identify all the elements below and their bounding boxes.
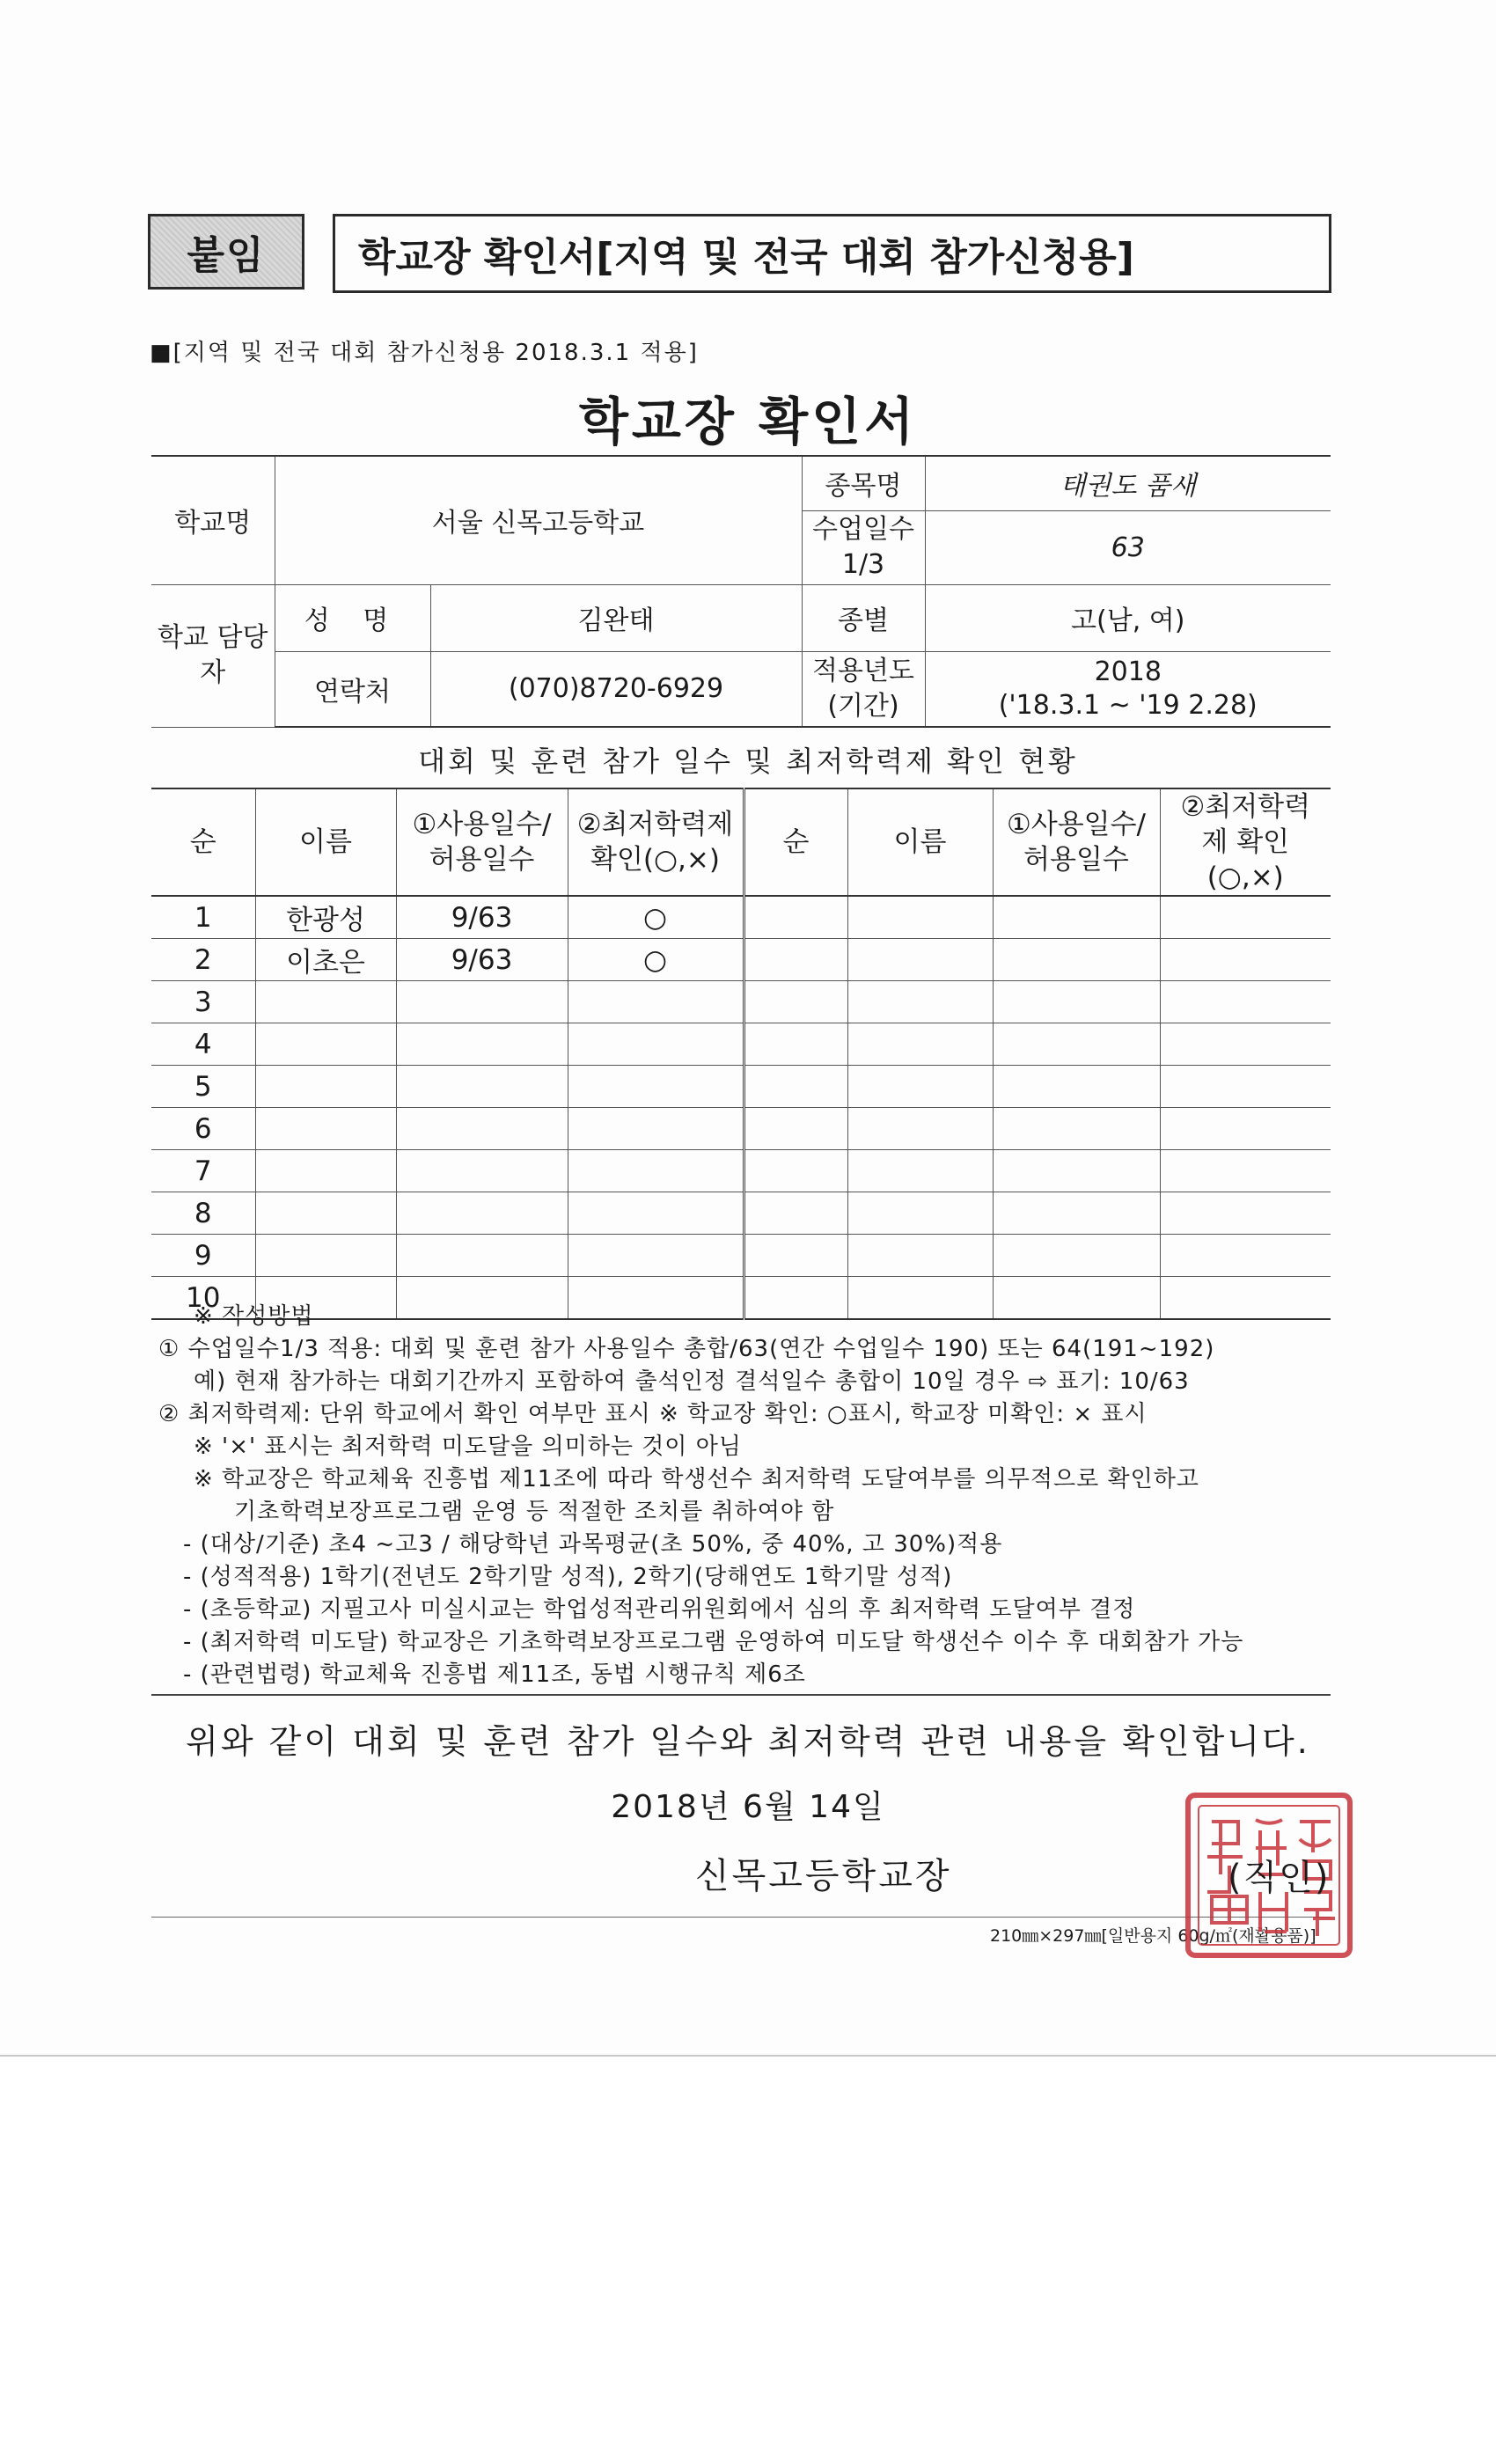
student-name-right <box>847 1150 993 1192</box>
days-used: 9/63 <box>396 896 568 939</box>
row-number-right <box>744 1235 847 1277</box>
participation-table <box>151 788 1331 1320</box>
days-used-right <box>993 1108 1160 1150</box>
principal-title: 신목고등학교장 <box>695 1856 952 1896</box>
school-name-value: 서울 신목고등학교 <box>275 456 802 584</box>
days-used <box>396 1023 568 1066</box>
days-used-right <box>993 981 1160 1023</box>
attachment-badge: 붙임 <box>148 214 304 290</box>
note-line: ② 최저학력제: 단위 학교에서 확인 여부만 표시 ※ 학교장 확인: ○표시, 학교장 미확인: × 표시 <box>158 1401 1148 1427</box>
table-row <box>151 1023 1331 1066</box>
note-line: - (관련법령) 학교체육 진흥법 제11조, 동법 시행규칙 제6조 <box>183 1661 806 1688</box>
note-line: 예) 현재 참가하는 대회기간까지 포함하여 출석인정 결석일수 총합이 10일 경우 ⇨ 표기: 10/63 <box>194 1368 1190 1395</box>
form-header-title: 학교장 확인서[지역 및 전국 대회 참가신청용] <box>333 214 1331 293</box>
row-number-right <box>744 896 847 939</box>
days-used-right <box>993 1066 1160 1108</box>
year-label: 적용년도 (기간) <box>802 651 925 727</box>
academic-check-right <box>1160 1023 1331 1066</box>
student-name <box>255 1108 396 1150</box>
academic-check-right <box>1160 1192 1331 1235</box>
document-title: 학교장 확인서 <box>578 392 918 451</box>
school-days-label: 수업일수 1/3 <box>802 510 925 584</box>
category-label: 종별 <box>802 584 925 651</box>
academic-check <box>568 1150 744 1192</box>
student-name-right <box>847 1066 993 1108</box>
issue-date: 2018년 6월 14일 <box>611 1789 885 1825</box>
year-cell <box>925 651 1331 727</box>
row-number: 7 <box>151 1150 255 1192</box>
student-name <box>255 1066 396 1108</box>
table-row <box>151 981 1331 1023</box>
academic-check <box>568 1023 744 1066</box>
row-number-right <box>744 939 847 981</box>
days-used <box>396 1066 568 1108</box>
student-name <box>255 1150 396 1192</box>
student-name <box>255 1192 396 1235</box>
year-value: 2018 <box>1094 656 1162 687</box>
table-row <box>151 1108 1331 1150</box>
contact-value: (070)8720-6929 <box>430 651 802 727</box>
row-number: 1 <box>151 896 255 939</box>
row-number-right <box>744 1150 847 1192</box>
table-row <box>151 1150 1331 1192</box>
table-row <box>151 939 1331 981</box>
days-used: 9/63 <box>396 939 568 981</box>
days-used <box>396 1150 568 1192</box>
academic-check: ○ <box>568 939 744 981</box>
col-header-no: 순 <box>151 788 255 896</box>
academic-check-right <box>1160 1108 1331 1150</box>
note-line: ① 수업일수1/3 적용: 대회 및 훈련 참가 사용일수 총합/63(연간 수업일수 190) 또는 64(191~192) <box>158 1336 1215 1362</box>
academic-check <box>568 981 744 1023</box>
divider <box>151 1694 1331 1696</box>
student-name: 한광성 <box>255 896 396 939</box>
row-number: 6 <box>151 1108 255 1150</box>
student-name-right <box>847 1192 993 1235</box>
status-section-title: 대회 및 훈련 참가 일수 및 최저학력제 확인 현황 <box>418 744 1078 778</box>
academic-check-right <box>1160 1066 1331 1108</box>
col-header-academic-right: ②최저학력제 확인(○,×) <box>1160 788 1331 896</box>
student-name <box>255 981 396 1023</box>
note-line: - (성적적용) 1학기(전년도 2학기말 성적), 2학기(당해연도 1학기말 성적) <box>183 1564 953 1590</box>
row-number: 4 <box>151 1023 255 1066</box>
row-number-right <box>744 1192 847 1235</box>
col-header-days: ①사용일수/허용일수 <box>396 788 568 896</box>
academic-check <box>568 1192 744 1235</box>
days-used-right <box>993 1150 1160 1192</box>
academic-check <box>568 1066 744 1108</box>
academic-check-right <box>1160 981 1331 1023</box>
student-name: 이초은 <box>255 939 396 981</box>
note-line: ※ 학교장은 학교체육 진흥법 제11조에 따라 학생선수 최저학력 도달여부를 의무적으로 확인하고 <box>194 1466 1199 1492</box>
days-used-right <box>993 1235 1160 1277</box>
row-number: 2 <box>151 939 255 981</box>
academic-check-right <box>1160 1150 1331 1192</box>
days-used <box>396 1108 568 1150</box>
academic-check <box>568 1235 744 1277</box>
row-number-right <box>744 1023 847 1066</box>
days-used <box>396 1192 568 1235</box>
student-name-right <box>847 1023 993 1066</box>
academic-check-right <box>1160 896 1331 939</box>
row-number: 9 <box>151 1235 255 1277</box>
table-row <box>151 1066 1331 1108</box>
row-number-right <box>744 1108 847 1150</box>
note-line: - (초등학교) 지필고사 미실시교는 학업성적관리위원회에서 심의 후 최저학력 도달여부 결정 <box>183 1596 1136 1623</box>
student-name-right <box>847 939 993 981</box>
row-number: 5 <box>151 1066 255 1108</box>
notes-heading: ※ 작성방법 <box>194 1303 314 1330</box>
days-used-right <box>993 1023 1160 1066</box>
info-table <box>151 455 1331 728</box>
row-number: 10 <box>151 1277 255 1320</box>
days-used <box>396 1235 568 1277</box>
col-header-academic: ②최저학력제 확인(○,×) <box>568 788 744 896</box>
school-name-label: 학교명 <box>151 456 275 584</box>
student-name-right <box>847 896 993 939</box>
note-line: - (최저학력 미도달) 학교장은 기초학력보장프로그램 운영하여 미도달 학생선수 이수 후 대회참가 가능 <box>183 1629 1244 1655</box>
days-used <box>396 981 568 1023</box>
footer-divider <box>151 1917 1331 1918</box>
col-header-name: 이름 <box>255 788 396 896</box>
category-value: 고(남, 여) <box>925 584 1331 651</box>
staff-name-value: 김완태 <box>430 584 802 651</box>
period-value: ('18.3.1 ~ '19 2.28) <box>998 689 1258 721</box>
row-number-right <box>744 981 847 1023</box>
event-value: 태권도 품새 <box>925 456 1331 510</box>
seal-mark: (직인) <box>1228 1858 1331 1898</box>
table-row <box>151 1235 1331 1277</box>
student-name-right <box>847 1108 993 1150</box>
school-staff-label: 학교 담당자 <box>151 584 275 727</box>
instructions-block <box>158 1301 1338 1691</box>
col-header-name-right: 이름 <box>847 788 993 896</box>
confirmation-statement: 위와 같이 대회 및 훈련 참가 일수와 최저학력 관련 내용을 확인합니다. <box>186 1722 1310 1761</box>
school-days-value: 63 <box>925 510 1331 584</box>
days-used-right <box>993 896 1160 939</box>
form-subheading: ■[지역 및 전국 대회 참가신청용 2018.3.1 적용] <box>150 340 699 366</box>
days-used-right <box>993 939 1160 981</box>
row-number: 3 <box>151 981 255 1023</box>
row-number-right <box>744 1066 847 1108</box>
student-name-right <box>847 1235 993 1277</box>
days-used-right <box>993 1192 1160 1235</box>
paper-size-note: 210㎜×297㎜[일반용지 60g/㎡(재활용품)] <box>990 1926 1316 1946</box>
student-name <box>255 1023 396 1066</box>
academic-check <box>568 1108 744 1150</box>
note-line: - (대상/기준) 초4 ~고3 / 해당학년 과목평균(초 50%, 중 40%, 고 30%)적용 <box>183 1531 1003 1558</box>
academic-check-right <box>1160 939 1331 981</box>
note-line: 기초학력보장프로그램 운영 등 적절한 조치를 취하여야 함 <box>234 1499 835 1525</box>
academic-check: ○ <box>568 896 744 939</box>
staff-name-label: 성 명 <box>275 584 430 651</box>
student-name-right <box>847 981 993 1023</box>
col-header-no-right: 순 <box>744 788 847 896</box>
student-name <box>255 1235 396 1277</box>
academic-check-right <box>1160 1235 1331 1277</box>
note-line: ※ '×' 표시는 최저학력 미도달을 의미하는 것이 아님 <box>194 1434 742 1460</box>
event-label: 종목명 <box>802 456 925 510</box>
contact-label: 연락처 <box>275 651 430 727</box>
col-header-days-right: ①사용일수/허용일수 <box>993 788 1160 896</box>
table-row <box>151 1192 1331 1235</box>
row-number: 8 <box>151 1192 255 1235</box>
table-row <box>151 896 1331 939</box>
